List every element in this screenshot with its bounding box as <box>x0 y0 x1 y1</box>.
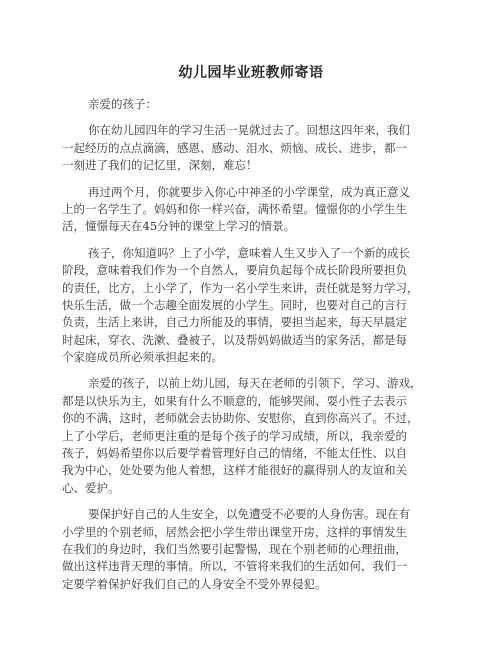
text-line: 上的一名学生了。妈妈和你一样兴奋，满怀希望。憧憬你的小学生生 <box>62 201 407 216</box>
text-line: 孩子，妈妈希望你以后要学着管理好自己的情绪，不能太任性、以自 <box>62 446 407 461</box>
text-line: 一起经历的点点滴滴，感恩、感动、泪水、烦恼、成长、进步，都一 <box>62 140 407 155</box>
text-line: 都是以快乐为主，如果有什么不顺意的，能够哭闹、耍小性子去表示 <box>62 393 407 408</box>
document-title: 幼儿园毕业班教师寄语 <box>178 65 324 81</box>
text-line: 要保护好自己的人生安全，以免遭受不必要的人身伤害。现在有 <box>88 507 410 522</box>
paragraph-2 <box>62 184 442 236</box>
text-line: 阶段，意味着我们作为一个自然人，要肩负起每个成长阶段所要担负 <box>62 263 407 278</box>
text-line: 孩子，你知道吗？上了小学，意味着人生又步入了一个新的成长 <box>88 245 410 260</box>
paragraph-3 <box>62 245 442 367</box>
text-line: 上了小学后，老师更注重的是每个孩子的学习成绩，所以，我亲爱的 <box>62 428 407 443</box>
text-line: 亲爱的孩子： <box>88 97 157 111</box>
text-line: 你的不满，这时，老师就会去协助你、安慰你，直到你高兴了。不过， <box>62 411 419 426</box>
text-line: 时起床，穿衣、洗漱、叠被子，以及帮妈妈做适当的家务活，都是每 <box>62 332 407 347</box>
text-line: 心、爱护。 <box>62 480 120 495</box>
text-line: 定要学着保护好我们自己的人身安全不受外界侵犯。 <box>62 576 327 591</box>
text-line: 再过两个月，你就要步入你心中神圣的小学课堂，成为真正意义 <box>88 184 410 199</box>
text-line: 亲爱的孩子，以前上幼儿园，每天在老师的引领下，学习、游戏， <box>88 376 422 391</box>
text-line: 你在幼儿园四年的学习生活一晃就过去了。回想这四年来，我们 <box>88 123 410 138</box>
text-line: 个家庭成员所必须承担起来的。 <box>62 350 223 365</box>
text-line: 活，憧憬每天在45分钟的课堂上学习的情景。 <box>62 219 296 234</box>
document-body <box>62 96 442 602</box>
text-line: 我为中心，处处要为他人着想，这样才能很好的赢得别人的友谊和关 <box>62 463 407 478</box>
text-line: 在我们的身边时，我们当然要引起警惕，现在个别老师的心理扭曲， <box>62 541 407 556</box>
paragraph-5 <box>62 506 442 593</box>
paragraph-4 <box>62 375 442 497</box>
text-line: 小学里的个别老师，居然会把小学生带出课堂开房，这样的事情发生 <box>62 524 407 539</box>
paragraph-greeting <box>62 96 442 113</box>
paragraph-1 <box>62 122 442 174</box>
text-line: 负责，生活上来讲，自己力所能及的事情，要担当起来，每天早晨定 <box>62 315 407 330</box>
text-line: 做出这样违背天理的事情。所以，不管将来我们的生活如何，我们一 <box>62 559 407 574</box>
text-line: 一刻进了我们的记忆里，深刻，难忘！ <box>62 158 258 173</box>
text-line: 的责任，比方，上小学了，作为一名小学生来讲，责任就是努力学习， <box>62 280 419 295</box>
text-line: 快乐生活，做一个志趣全面发展的小学生。同时，也要对自己的言行 <box>62 297 407 312</box>
